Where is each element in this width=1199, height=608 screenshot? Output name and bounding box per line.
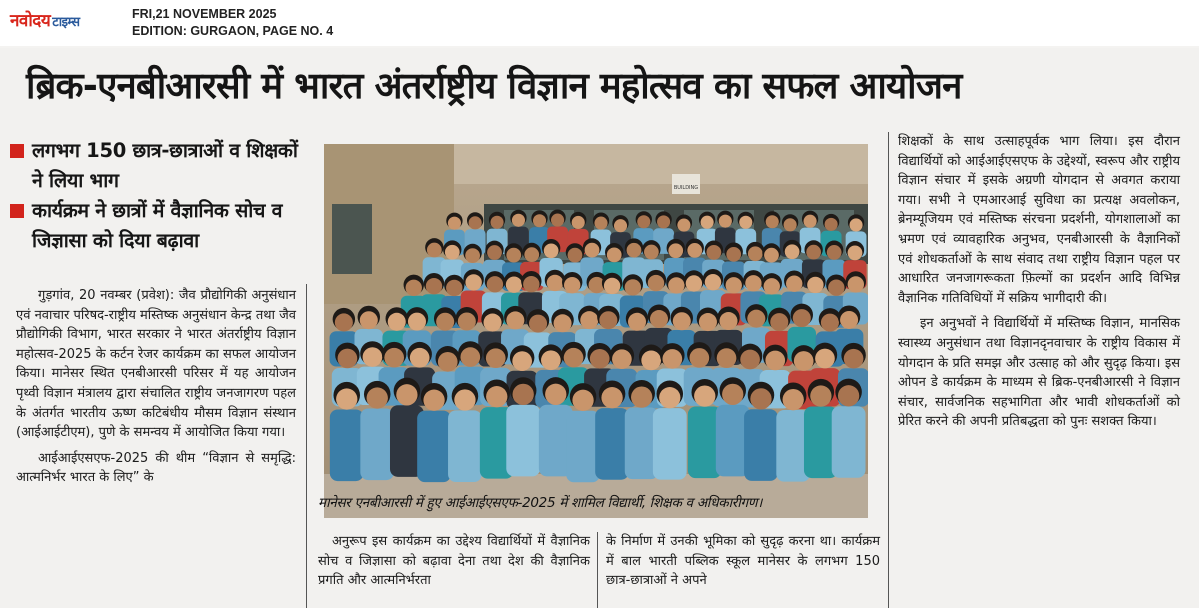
body-paragraph: शिक्षकों के साथ उत्साहपूर्वक भाग लिया। इस दौरान विद्यार्थियों को आईआईएसएफ के उद्देश्यों, स्वरूप और राष्ट्रीय विज्ञान संचार में इसके अग्रणी योगदान से अवगत कराया गया। सभी ने एमआरआई सुविधा का प्रत्यक्ष अवलोकन, ब्रेनम्यूजियम एवं मस्तिष्क संरचना प्रदर्शनी, योगशालाओं का भ्रमण एवं व्यावहारिक अनुभव, एनबीआरसी के वैज्ञानिकों एवं शोधकर्ताओं के साथ संवाद तथा राष्ट्रीय विज्ञान पहल पर आधारित जनजागरूकता फ़िल्मों का प्रदर्शन आदि विभिन्न वैज्ञानिक गतिविधियों में सक्रिय भागीदारी की। [898, 134, 1180, 306]
person-face [657, 215, 670, 228]
person-face [687, 243, 702, 258]
person-face [547, 275, 563, 291]
person-face [460, 347, 480, 367]
person-face [360, 311, 378, 329]
person-face [838, 385, 859, 406]
person-face [541, 350, 561, 370]
person-face [564, 348, 584, 368]
person-face [336, 388, 357, 409]
building-sign: BUILDING [673, 185, 699, 191]
person-face [545, 384, 566, 405]
middle-column-2 [606, 532, 880, 597]
highlight-item [8, 196, 308, 256]
person-face [406, 280, 422, 296]
person-face [410, 348, 430, 368]
person-face [506, 311, 524, 329]
column-divider [597, 532, 598, 608]
person-face [686, 275, 702, 291]
person-face [765, 351, 785, 371]
person-body [566, 411, 600, 483]
middle-column-1 [318, 532, 590, 597]
person-face [585, 243, 600, 258]
highlight-text: कार्यक्रम ने छात्रों में वैज्ञानिक सोच व जिज्ञासा को दिया बढ़ावा [32, 199, 283, 252]
person-face [486, 348, 506, 368]
person-face [793, 309, 811, 327]
newspaper-logo [10, 8, 80, 31]
person-face [659, 387, 680, 408]
person-face [783, 389, 804, 410]
person-face [529, 315, 547, 333]
body-paragraph: गुड़गांव, 20 नवम्बर (प्रवेश): जैव प्रौद्योगिकी अनुसंधान एवं नवाचार परिषद-राष्ट्रीय मस्तिष्क अनुसंधान केन्द्र तथा जैव प्रौद्योगिकी विभाग, भारत सरकार ने भारत अंतर्राष्ट्रीय विज्ञान महोत्सव-2025 के कर्टन रेजर कार्यक्रम का सफल आयोजन किया। मानेसर स्थित एनबीआरसी परिसर में यह आयोजन पृथ्वी विज्ञान मंत्रालय द्वारा संचालित राष्ट्रीय जनजागरण पहल के अंतर्गत भारतीय ऊष्ण कटिबंधीय मौसम विज्ञान संस्थान (आईआईटीएम), पुणे के समन्वय में आयोजित किया गया। [16, 288, 296, 441]
highlight-item [8, 136, 308, 196]
person-face [458, 312, 476, 330]
person-face [599, 311, 617, 329]
person-face [825, 218, 838, 231]
person-face [668, 243, 683, 258]
person-face [607, 248, 622, 263]
person-face [699, 313, 717, 331]
person-face [747, 310, 765, 328]
person-face [506, 248, 521, 263]
person-face [766, 215, 779, 228]
person-body [832, 406, 866, 478]
page-header [0, 0, 1199, 46]
person-face [739, 216, 752, 229]
logo-suffix: टाइम्स [52, 15, 80, 30]
person-face [469, 216, 482, 229]
edition-line: EDITION: GURGAON, PAGE NO. 4 [132, 24, 334, 38]
person-face [719, 312, 737, 330]
person-face [438, 352, 458, 372]
person-face [506, 276, 522, 292]
person-face [604, 278, 620, 294]
person-face [338, 349, 358, 369]
person-face [628, 313, 646, 331]
person-face [726, 247, 741, 262]
person-face [612, 349, 632, 369]
person-face [828, 279, 844, 295]
person-face [694, 385, 715, 406]
person-face [396, 384, 417, 405]
person-face [512, 351, 532, 371]
person-face [827, 245, 842, 260]
date-line: FRI,21 NOVEMBER 2025 [132, 7, 277, 21]
person-face [848, 246, 863, 261]
person-face [770, 313, 788, 331]
person-face [490, 216, 503, 229]
body-paragraph: इन अनुभवों ने विद्यार्थियों में मस्तिष्क विज्ञान, मानसिक स्वास्थ्य अनुसंधान तथा विज्ञानदृनवाचार के राष्ट्रीय विकास में योगदान के प्रति समझ और उत्साह को और सुदृढ़ किया। इस ओपन डे कार्यक्रम के माध्यम से ब्रिक-एनबीआरसी ने विज्ञान संचार, सार्वजनिक सहभागिता और भावी शोधकर्ताओं को प्रेरित करने की अपनी प्रतिबद्धता को पुनः सशक्त किया। [898, 316, 1180, 430]
person-face [335, 313, 353, 331]
person-body [744, 409, 778, 481]
person-face [627, 243, 642, 258]
article-headline: ब्रिक-एनबीआरसी में भारत अंतर्राष्ट्रीय विज्ञान महोत्सव का सफल आयोजन [26, 64, 962, 107]
person-face [717, 348, 737, 368]
body-paragraph: अनुरूप इस कार्यक्रम का उद्देश्य विद्यार्थियों में वैज्ञानिक सोच व जिज्ञासा को बढ़ावा देना तथा देश की वैज्ञानिक प्रगति और आत्मनिर्भरता [318, 534, 590, 589]
person-face [601, 387, 622, 408]
person-face [806, 245, 821, 260]
person-face [740, 350, 760, 370]
person-face [572, 216, 585, 229]
person-face [384, 348, 404, 368]
person-face [810, 385, 831, 406]
person-face [648, 275, 664, 291]
photo-caption: मानेसर एनबीआरसी में हुए आईआईएसएफ-2025 में शामिल विद्यार्थी, शिक्षक व अधिकारीगण। [318, 495, 763, 511]
person-face [465, 248, 480, 263]
person-face [554, 314, 572, 332]
person-face [487, 245, 502, 260]
person-face [689, 348, 709, 368]
person-face [644, 245, 659, 260]
column-divider [888, 132, 889, 608]
news-clipping [0, 48, 1199, 608]
person-face [533, 214, 546, 227]
person-face [568, 248, 583, 263]
person-face [764, 278, 780, 294]
person-face [572, 390, 593, 411]
person-face [706, 245, 721, 260]
person-body [448, 410, 482, 482]
logo-text: नवोदय [10, 11, 51, 31]
highlight-text: लगभग 150 छात्र-छात्राओं व शिक्षकों ने लिया भाग [32, 139, 298, 192]
left-column [16, 286, 296, 494]
person-face [487, 276, 503, 292]
person-face [580, 311, 598, 329]
person-face [564, 277, 580, 293]
person-face [446, 280, 462, 296]
person-body [506, 405, 540, 477]
person-body [653, 408, 687, 480]
person-face [848, 276, 864, 292]
person-face [641, 351, 661, 371]
person-face [484, 314, 502, 332]
person-face [544, 243, 559, 258]
person-face [745, 275, 761, 291]
person-body [595, 408, 629, 480]
person-face [523, 276, 539, 292]
person-face [363, 347, 383, 367]
red-bullet-icon [10, 144, 24, 158]
group-photo [324, 144, 868, 518]
person-face [850, 218, 863, 231]
person-face [445, 245, 460, 260]
person-face [673, 312, 691, 330]
person-face [750, 388, 771, 409]
edition-info [132, 6, 333, 40]
person-face [426, 278, 442, 294]
person-face [448, 217, 461, 230]
person-face [701, 216, 714, 229]
person-face [524, 247, 539, 262]
person-face [840, 311, 858, 329]
body-paragraph: के निर्माण में उनकी भूमिका को सुदृढ़ करना था। कार्यक्रम में बाल भारती पब्लिक स्कूल मानेसर के लगभग 150 छात्र-छात्राओं ने अपने [606, 534, 880, 589]
person-face [551, 214, 564, 227]
person-face [807, 277, 823, 293]
person-body [330, 409, 364, 481]
person-face [794, 351, 814, 371]
person-body [360, 408, 394, 480]
person-face [726, 277, 742, 293]
person-face [637, 215, 650, 228]
highlights-box [8, 136, 308, 256]
person-face [486, 386, 507, 407]
person-face [844, 349, 864, 369]
person-face [513, 384, 534, 405]
person-face [722, 384, 743, 405]
person-face [705, 274, 721, 290]
person-face [427, 243, 442, 258]
person-face [764, 248, 779, 263]
column-divider [306, 284, 307, 608]
person-face [614, 219, 627, 232]
person-face [821, 314, 839, 332]
person-face [408, 313, 426, 331]
person-face [625, 279, 641, 295]
right-column [898, 132, 1180, 438]
person-face [465, 274, 481, 290]
person-face [748, 246, 763, 261]
person-face [677, 219, 690, 232]
group-photo-image [324, 144, 868, 518]
person-face [423, 390, 444, 411]
person-face [436, 313, 454, 331]
person-face [454, 389, 475, 410]
person-face [662, 349, 682, 369]
person-face [668, 277, 684, 293]
person-face [367, 387, 388, 408]
person-face [786, 275, 802, 291]
person-face [785, 244, 800, 259]
person-face [804, 215, 817, 228]
person-face [719, 215, 732, 228]
person-face [388, 313, 406, 331]
person-face [594, 217, 607, 230]
person-body [417, 411, 451, 483]
person-face [650, 310, 668, 328]
person-face [631, 386, 652, 407]
person-face [784, 218, 797, 231]
red-bullet-icon [10, 204, 24, 218]
body-paragraph: आईआईएसएफ-2025 की थीम “विज्ञान से समृद्धि: आत्मनिर्भर भारत के लिए” के [16, 450, 296, 486]
person-face [590, 349, 610, 369]
person-face [512, 214, 525, 227]
person-face [815, 349, 835, 369]
